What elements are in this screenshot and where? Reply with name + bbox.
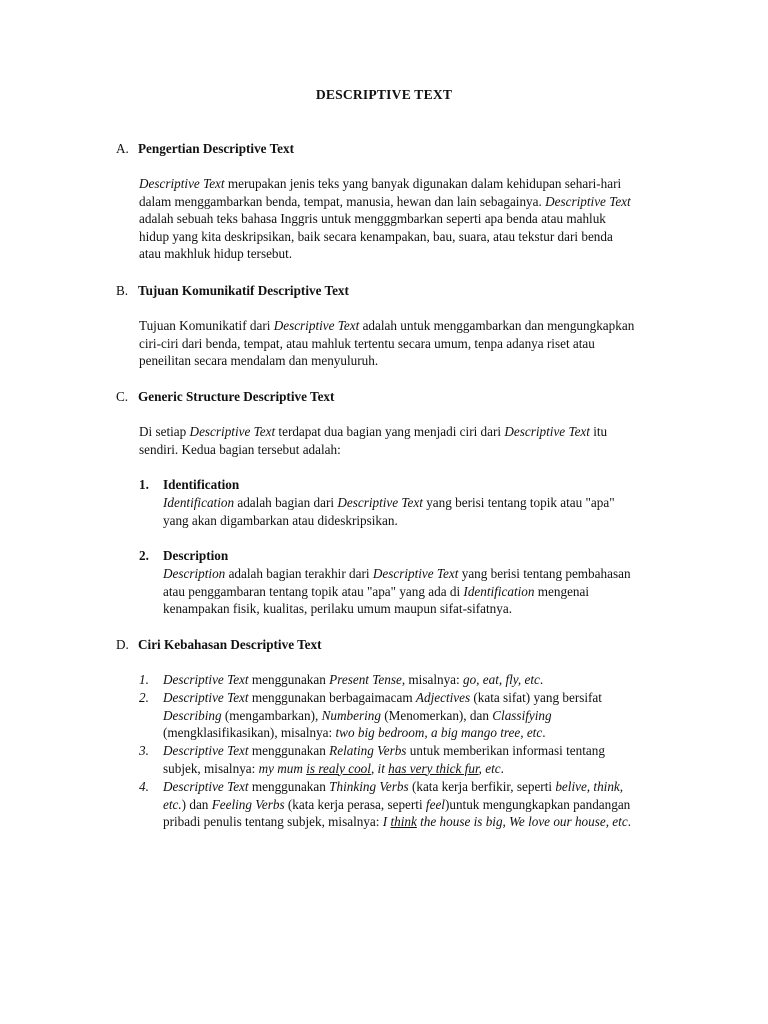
section-b-paragraph	[139, 317, 679, 370]
text: subjek, misalnya:	[163, 760, 259, 776]
text: adalah bagian terakhir dari	[225, 566, 373, 581]
text: Tujuan Komunikatif dari	[139, 318, 274, 333]
term: Classifying	[492, 707, 552, 723]
term: Feeling Verbs	[211, 796, 285, 812]
text: hidup yang kita deskripsikan, baik secara kenampakan, bau, suara, atau tekstur dari benda	[139, 228, 613, 244]
text: menggunakan berbagaimacam	[248, 690, 416, 705]
example: go, eat, fly, etc	[462, 672, 540, 687]
example-underlined: is realy cool	[306, 760, 371, 776]
text: menggunakan	[248, 743, 330, 758]
text: )untuk mengungkapkan pandangan	[444, 796, 631, 812]
example: I	[382, 814, 391, 830]
term: Descriptive Text	[139, 176, 225, 191]
text: .	[500, 760, 504, 776]
section-c-letter: C.	[116, 389, 129, 404]
term: Describing	[163, 707, 222, 723]
text: atau makhluk hidup tersebut.	[139, 246, 293, 262]
term: Descriptive Text	[163, 779, 249, 794]
text: .	[542, 725, 546, 741]
section-a-letter: A.	[116, 141, 129, 156]
text: pribadi penulis tentang subjek, misalnya:	[163, 814, 383, 830]
text: (kata kerja berfikir, seperti	[408, 779, 556, 794]
text: .	[539, 672, 544, 687]
term: Descriptive Text	[372, 566, 459, 581]
text: yang berisi tentang pembahasan	[458, 566, 631, 581]
text: untuk memberikan informasi tentang	[406, 743, 605, 758]
identification-title: Identification	[163, 477, 240, 492]
example: the house is big, We love our house, etc	[416, 814, 628, 830]
term: Descriptive Text	[273, 318, 360, 333]
example: belive, think,	[555, 779, 624, 794]
text: peneilitan secara mendalam dan menyuluruh.	[139, 353, 379, 369]
section-a-heading	[116, 140, 294, 158]
text: (mengklasifikasikan), misalnya:	[163, 725, 336, 741]
section-a-title: Pengertian Descriptive Text	[138, 141, 295, 156]
section-c-heading	[116, 388, 334, 406]
item-number: 3.	[139, 743, 149, 758]
text: (Menomerkan), dan	[380, 707, 493, 723]
section-b-title: Tujuan Komunikatif Descriptive Text	[138, 283, 349, 298]
example-underlined: think	[390, 814, 417, 830]
example: feel	[425, 796, 445, 812]
section-b-heading	[116, 282, 349, 300]
term: Thinking Verbs	[329, 779, 409, 794]
text: ciri-ciri dari benda, tempat, atau mahluk tertentu secara umum, tenpa adanya riset atau	[139, 335, 595, 351]
text: menggunakan	[248, 672, 330, 687]
example: my mum	[258, 760, 307, 776]
text: adalah bagian dari	[234, 495, 338, 510]
term: Description	[163, 566, 226, 581]
identification-paragraph	[163, 494, 683, 529]
text: , misalnya:	[401, 672, 463, 687]
text: dalam menggambarkan benda, tempat, manusia, hewan dan lain sebagainya.	[139, 193, 546, 209]
term: Descriptive Text	[337, 495, 423, 510]
section-d-heading	[116, 636, 322, 654]
text: (mengambarkan),	[221, 707, 322, 723]
term: Present Tense	[329, 672, 402, 687]
text: ) dan	[181, 796, 212, 812]
document-title: DESCRIPTIVE TEXT	[315, 87, 453, 102]
text: .	[627, 814, 631, 830]
example: , etc	[478, 760, 501, 776]
example: two big bedroom, a big mango tree, etc	[335, 725, 543, 741]
item-number: 2.	[139, 548, 149, 563]
text: sendiri. Kedua bagian tersebut adalah:	[139, 441, 341, 457]
item-number: 1.	[139, 477, 149, 492]
text: mengenai	[534, 583, 590, 599]
text: menggunakan	[248, 779, 330, 794]
term: Adjectives	[415, 690, 471, 705]
text: Di setiap	[139, 424, 190, 439]
example-underlined: has very thick fur	[388, 760, 479, 776]
text: yang berisi tentang topik atau "apa"	[422, 495, 615, 510]
text: adalah untuk menggambarkan dan mengungkapkan	[359, 318, 635, 333]
description-heading	[139, 547, 228, 565]
example: etc.	[163, 796, 182, 812]
term: Numbering	[321, 707, 381, 723]
text: yang akan digambarkan atau dideskripsikan.	[163, 512, 398, 528]
term: Descriptive Text	[545, 193, 631, 209]
text: merupakan jenis teks yang banyak digunakan dalam kehidupan sehari-hari	[224, 176, 622, 191]
section-c-paragraph	[139, 423, 679, 458]
text: (kata kerja perasa, seperti	[284, 796, 426, 812]
text: terdapat dua bagian yang menjadi ciri dari	[275, 424, 505, 439]
term: Descriptive Text	[189, 424, 276, 439]
section-d-letter: D.	[116, 637, 129, 652]
item-number: 4.	[139, 779, 149, 794]
term: Relating Verbs	[329, 743, 407, 758]
term: Identification	[163, 495, 235, 510]
text: adalah sebuah teks bahasa Inggris untuk mengggmbarkan seperti apa benda atau mahluk	[139, 211, 606, 227]
description-paragraph	[163, 565, 683, 618]
section-c-title: Generic Structure Descriptive Text	[138, 389, 335, 404]
term: Descriptive Text	[163, 672, 249, 687]
text: (kata sifat) yang bersifat	[470, 690, 602, 705]
text: kenampakan fisik, kualitas, perilaku umum maupun sifat-sifatnya.	[163, 601, 513, 617]
item-number: 2.	[139, 690, 149, 705]
text: atau penggambaran tentang topik atau "apa" yang ada di	[163, 583, 464, 599]
term: Descriptive Text	[163, 690, 249, 705]
term: Descriptive Text	[163, 743, 249, 758]
section-d-title: Ciri Kebahasan Descriptive Text	[138, 637, 322, 652]
description-title: Description	[163, 548, 229, 563]
section-b-letter: B.	[116, 283, 129, 298]
term: Descriptive Text	[504, 424, 590, 439]
term: Identification	[463, 583, 535, 599]
item-number: 1.	[139, 672, 149, 687]
identification-heading	[139, 476, 239, 494]
example: , it	[370, 760, 389, 776]
text: itu	[589, 424, 608, 439]
section-a-paragraph	[139, 175, 679, 263]
